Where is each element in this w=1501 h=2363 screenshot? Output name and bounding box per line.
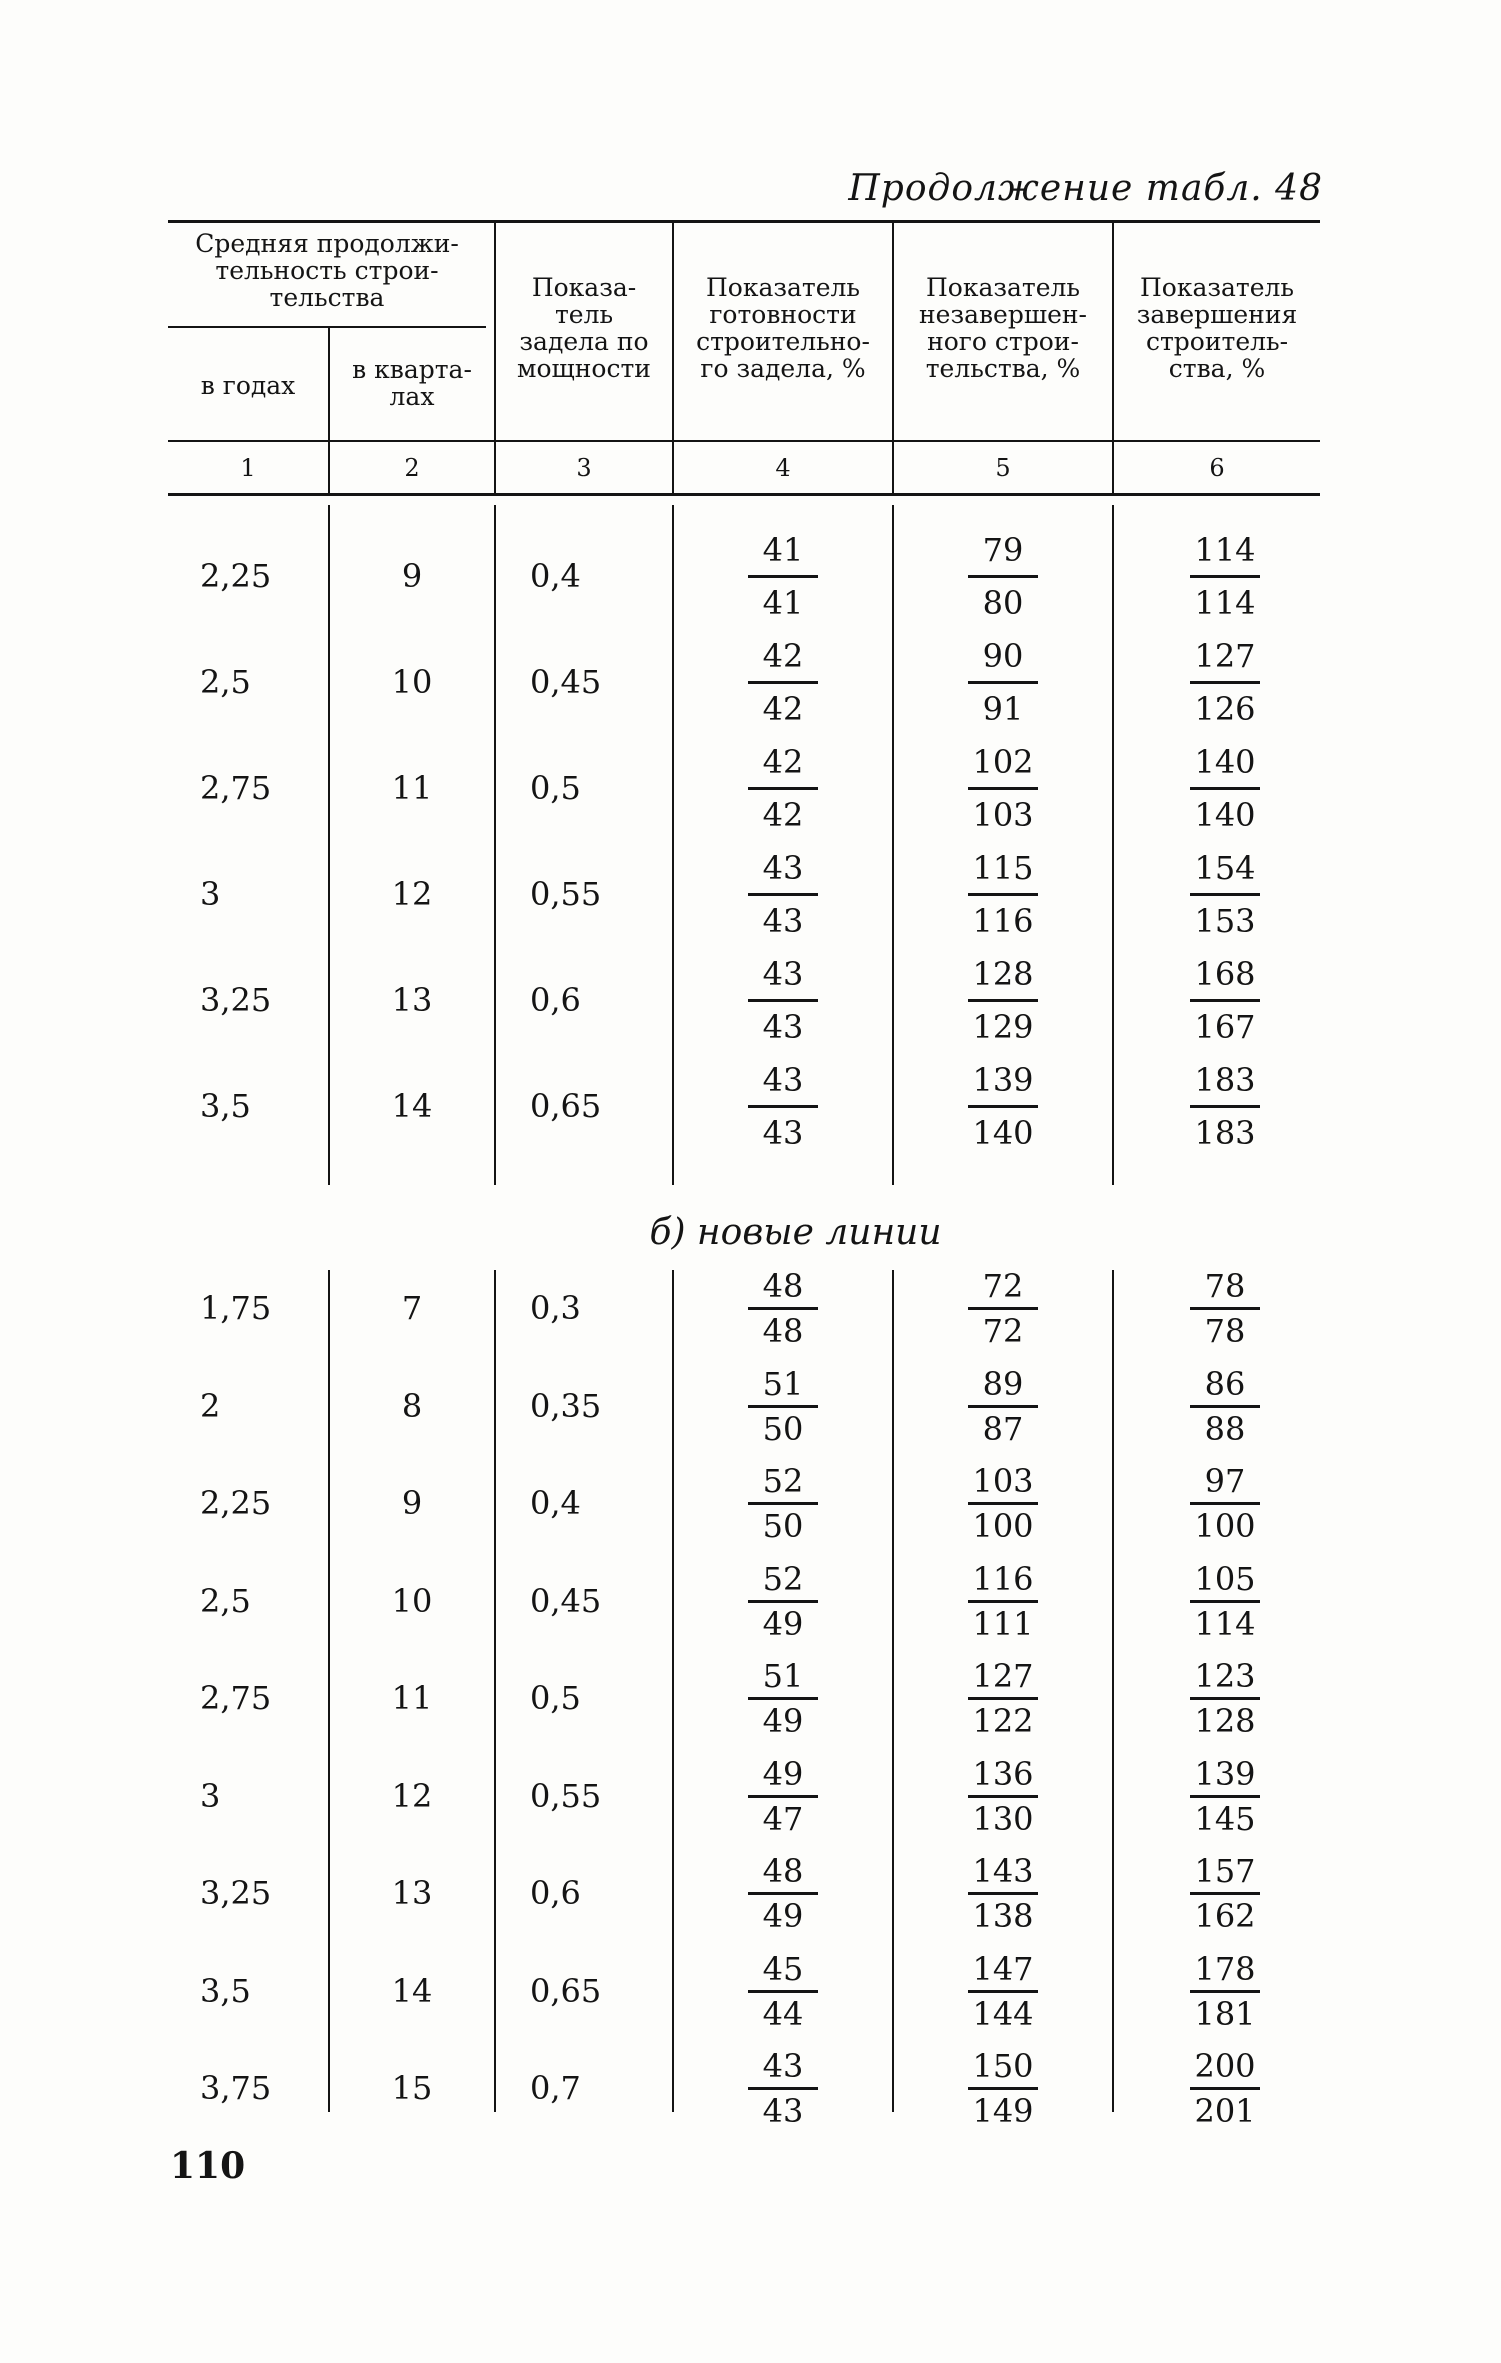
denominator: 201 <box>1194 2092 1256 2130</box>
fraction-bar <box>968 1502 1038 1505</box>
fraction-nezav <box>958 2048 1048 2129</box>
fraction-zaversh <box>1180 1658 1270 1739</box>
fraction-bar <box>1190 787 1260 790</box>
denominator: 114 <box>1194 1604 1256 1643</box>
denominator: 145 <box>1194 1799 1256 1838</box>
fraction-bar <box>968 1405 1038 1408</box>
cell-years: 3,25 <box>200 1874 272 1912</box>
column-number: 4 <box>775 454 791 482</box>
numerator: 90 <box>982 637 1024 675</box>
fraction-gotov <box>738 1268 828 1349</box>
fraction-bar <box>748 787 818 790</box>
fraction-bar <box>748 1307 818 1310</box>
body-divider <box>494 1270 496 2112</box>
cell-quarters: 9 <box>401 1484 423 1522</box>
fraction-bar <box>968 999 1038 1002</box>
fraction-zaversh <box>1180 1561 1270 1642</box>
fraction-gotov <box>738 1756 828 1837</box>
fraction-zaversh <box>1180 2048 1270 2129</box>
cell-years: 2,5 <box>200 1581 251 1620</box>
cell-years: 2 <box>200 1386 221 1425</box>
numerator: 143 <box>972 1852 1034 1890</box>
cell-zadel: 0,3 <box>530 1289 581 1327</box>
fraction-bar <box>968 787 1038 790</box>
fraction-zaversh <box>1180 532 1270 621</box>
cell-zadel: 0,35 <box>530 1386 602 1425</box>
fraction-bar <box>748 893 818 896</box>
numerator: 48 <box>762 1267 804 1305</box>
fraction-nezav <box>958 1853 1048 1934</box>
cell-years: 3 <box>200 1776 221 1815</box>
fraction-bar <box>968 1795 1038 1798</box>
numerator: 79 <box>982 531 1024 569</box>
numerator: 123 <box>1194 1657 1256 1695</box>
numerator: 78 <box>1204 1267 1246 1305</box>
header-quarters: в кварта- лах <box>352 355 472 411</box>
fraction-nezav <box>958 744 1048 833</box>
fraction-gotov <box>738 1951 828 2032</box>
cell-zadel: 0,45 <box>530 663 602 701</box>
numerator: 48 <box>762 1852 804 1890</box>
header-years: в годах <box>200 371 296 400</box>
fraction-bar <box>748 575 818 578</box>
numerator: 127 <box>972 1657 1034 1695</box>
denominator: 126 <box>1194 690 1256 728</box>
fraction-gotov <box>738 532 828 621</box>
cell-quarters: 14 <box>391 1971 433 2010</box>
fraction-bar <box>748 1697 818 1700</box>
fraction-zaversh <box>1180 850 1270 939</box>
cell-quarters: 14 <box>391 1087 433 1125</box>
fraction-bar <box>1190 1502 1260 1505</box>
cell-quarters: 13 <box>391 1874 433 1912</box>
cell-quarters: 8 <box>401 1386 423 1425</box>
cell-quarters: 7 <box>401 1289 423 1327</box>
numerator: 103 <box>972 1462 1034 1500</box>
cell-quarters: 15 <box>391 2069 433 2107</box>
numerator: 200 <box>1194 2047 1256 2085</box>
column-number: 5 <box>995 454 1011 482</box>
fraction-nezav <box>958 1268 1048 1349</box>
numerator: 157 <box>1194 1852 1256 1890</box>
fraction-bar <box>748 1795 818 1798</box>
denominator: 80 <box>982 584 1024 622</box>
denominator: 114 <box>1194 584 1256 622</box>
fraction-zaversh <box>1180 1463 1270 1544</box>
denominator: 128 <box>1194 1702 1256 1740</box>
denominator: 153 <box>1194 902 1256 940</box>
fraction-gotov <box>738 744 828 833</box>
page-number: 110 <box>170 2145 246 2187</box>
denominator: 49 <box>762 1897 804 1935</box>
numerator: 102 <box>972 743 1034 781</box>
fraction-gotov <box>738 2048 828 2129</box>
body-divider <box>1112 505 1114 1185</box>
fraction-bar <box>1190 575 1260 578</box>
numerator: 89 <box>982 1364 1024 1403</box>
fraction-zaversh <box>1180 956 1270 1045</box>
denominator: 72 <box>982 1312 1024 1350</box>
fraction-bar <box>748 1105 818 1108</box>
cell-zadel: 0,6 <box>530 981 581 1019</box>
fraction-nezav <box>958 1463 1048 1544</box>
cell-quarters: 9 <box>401 557 423 595</box>
denominator: 140 <box>972 1114 1034 1152</box>
cell-zadel: 0,4 <box>530 1484 581 1522</box>
fraction-bar <box>748 1405 818 1408</box>
header-zadel: Показа- тель задела по мощности <box>517 273 651 383</box>
fraction-bar <box>748 681 818 684</box>
fraction-gotov <box>738 1463 828 1544</box>
body-divider <box>1112 1270 1114 2112</box>
numerator: 114 <box>1194 531 1256 569</box>
cell-years: 3,25 <box>200 981 272 1019</box>
header-zavershenie: Показатель завершения строитель- ства, % <box>1136 273 1298 383</box>
numerator: 42 <box>762 637 804 675</box>
fraction-nezav <box>958 638 1048 727</box>
fraction-zaversh <box>1180 744 1270 833</box>
header-duration-group: Средняя продолжи- тельность строи- тельства <box>195 229 459 312</box>
column-number: 3 <box>576 454 592 482</box>
fraction-gotov <box>738 1062 828 1151</box>
fraction-nezav <box>958 850 1048 939</box>
denominator: 78 <box>1204 1312 1246 1350</box>
numerator: 147 <box>972 1949 1034 1988</box>
fraction-bar <box>1190 1892 1260 1895</box>
fraction-bar <box>1190 1307 1260 1310</box>
cell-years: 3,75 <box>200 2069 272 2107</box>
header-gotovnost: Показатель готовности строительно- го задела, % <box>696 273 870 383</box>
cell-years: 3 <box>200 875 221 913</box>
fraction-bar <box>968 575 1038 578</box>
fraction-bar <box>968 1600 1038 1603</box>
fraction-bar <box>1190 2087 1260 2090</box>
cell-years: 1,75 <box>200 1289 272 1327</box>
header-bottom-rule <box>168 440 1320 442</box>
table-caption: Продолжение табл. 48 <box>848 168 1323 209</box>
header-group-rule <box>168 326 486 328</box>
numerator: 51 <box>762 1657 804 1695</box>
fraction-bar <box>968 1307 1038 1310</box>
numerator: 43 <box>762 2047 804 2085</box>
fraction-bar <box>748 1600 818 1603</box>
fraction-bar <box>1190 1405 1260 1408</box>
fraction-gotov <box>738 1658 828 1739</box>
numerator: 154 <box>1194 849 1256 887</box>
cell-quarters: 11 <box>391 1679 433 1717</box>
cell-quarters: 10 <box>391 1581 433 1620</box>
section-b-title: б) новые линии <box>649 1212 942 1253</box>
denominator: 88 <box>1204 1409 1246 1448</box>
fraction-nezav <box>958 1951 1048 2032</box>
denominator: 49 <box>762 1604 804 1643</box>
body-divider <box>328 505 330 1185</box>
fraction-bar <box>968 1892 1038 1895</box>
fraction-bar <box>968 1697 1038 1700</box>
denominator: 47 <box>762 1799 804 1838</box>
numerator: 86 <box>1204 1364 1246 1403</box>
column-number: 2 <box>404 454 420 482</box>
body-divider <box>672 505 674 1185</box>
fraction-bar <box>1190 1795 1260 1798</box>
cell-years: 2,75 <box>200 1679 272 1717</box>
cell-zadel: 0,45 <box>530 1581 602 1620</box>
numerator: 139 <box>1194 1754 1256 1793</box>
numerator: 139 <box>972 1061 1034 1099</box>
cell-quarters: 11 <box>391 769 433 807</box>
cell-quarters: 12 <box>391 875 433 913</box>
cell-zadel: 0,7 <box>530 2069 581 2107</box>
denominator: 42 <box>762 796 804 834</box>
fraction-gotov <box>738 850 828 939</box>
header-nezavershennoe: Показатель незавершен- ного строи- тельства, % <box>918 273 1088 383</box>
numerator: 43 <box>762 955 804 993</box>
numerator: 52 <box>762 1462 804 1500</box>
denominator: 140 <box>1194 796 1256 834</box>
numerator: 150 <box>972 2047 1034 2085</box>
fraction-bar <box>968 1990 1038 1993</box>
fraction-zaversh <box>1180 1756 1270 1837</box>
cell-years: 2,25 <box>200 557 272 595</box>
cell-zadel: 0,4 <box>530 557 581 595</box>
cell-years: 2,5 <box>200 663 251 701</box>
fraction-nezav <box>958 1561 1048 1642</box>
body-divider <box>672 1270 674 2112</box>
fraction-bar <box>1190 681 1260 684</box>
cell-years: 2,75 <box>200 769 272 807</box>
fraction-bar <box>1190 893 1260 896</box>
numerator: 127 <box>1194 637 1256 675</box>
denominator: 162 <box>1194 1897 1256 1935</box>
numerator: 45 <box>762 1949 804 1988</box>
numerator: 140 <box>1194 743 1256 781</box>
fraction-bar <box>748 2087 818 2090</box>
denominator: 129 <box>972 1008 1034 1046</box>
fraction-nezav <box>958 1658 1048 1739</box>
denominator: 48 <box>762 1312 804 1350</box>
numerator: 51 <box>762 1364 804 1403</box>
denominator: 183 <box>1194 1114 1256 1152</box>
fraction-nezav <box>958 1062 1048 1151</box>
fraction-bar <box>1190 1697 1260 1700</box>
fraction-bar <box>968 2087 1038 2090</box>
fraction-nezav <box>958 1366 1048 1447</box>
numerator: 43 <box>762 849 804 887</box>
denominator: 43 <box>762 2092 804 2130</box>
column-number: 1 <box>240 454 256 482</box>
fraction-bar <box>748 1990 818 1993</box>
fraction-nezav <box>958 956 1048 1045</box>
fraction-gotov <box>738 1366 828 1447</box>
fraction-bar <box>968 681 1038 684</box>
numerator: 116 <box>972 1559 1034 1598</box>
fraction-bar <box>1190 1990 1260 1993</box>
denominator: 100 <box>972 1507 1034 1545</box>
numerator: 115 <box>972 849 1034 887</box>
cell-zadel: 0,5 <box>530 769 581 807</box>
column-numbers-rule <box>168 493 1320 496</box>
numerator: 52 <box>762 1559 804 1598</box>
fraction-bar <box>968 1105 1038 1108</box>
denominator: 49 <box>762 1702 804 1740</box>
column-number: 6 <box>1209 454 1225 482</box>
denominator: 116 <box>972 902 1034 940</box>
denominator: 91 <box>982 690 1024 728</box>
denominator: 43 <box>762 1008 804 1046</box>
fraction-gotov <box>738 956 828 1045</box>
cell-zadel: 0,65 <box>530 1087 602 1125</box>
numerator: 42 <box>762 743 804 781</box>
cell-zadel: 0,5 <box>530 1679 581 1717</box>
cell-quarters: 10 <box>391 663 433 701</box>
numerator: 178 <box>1194 1949 1256 1988</box>
denominator: 130 <box>972 1799 1034 1838</box>
fraction-gotov <box>738 1561 828 1642</box>
fraction-bar <box>968 893 1038 896</box>
fraction-zaversh <box>1180 1366 1270 1447</box>
fraction-nezav <box>958 532 1048 621</box>
denominator: 138 <box>972 1897 1034 1935</box>
fraction-bar <box>1190 1105 1260 1108</box>
fraction-bar <box>748 1502 818 1505</box>
denominator: 122 <box>972 1702 1034 1740</box>
fraction-gotov <box>738 1853 828 1934</box>
numerator: 136 <box>972 1754 1034 1793</box>
denominator: 103 <box>972 796 1034 834</box>
fraction-bar <box>748 999 818 1002</box>
fraction-zaversh <box>1180 638 1270 727</box>
denominator: 87 <box>982 1409 1024 1448</box>
numerator: 49 <box>762 1754 804 1793</box>
cell-years: 3,5 <box>200 1971 251 2010</box>
fraction-bar <box>748 1892 818 1895</box>
fraction-zaversh <box>1180 1853 1270 1934</box>
table-top-rule <box>168 220 1320 223</box>
denominator: 42 <box>762 690 804 728</box>
denominator: 149 <box>972 2092 1034 2130</box>
numerator: 97 <box>1204 1462 1246 1500</box>
body-divider <box>892 1270 894 2112</box>
denominator: 144 <box>972 1994 1034 2033</box>
denominator: 111 <box>972 1604 1034 1643</box>
numerator: 43 <box>762 1061 804 1099</box>
cell-zadel: 0,65 <box>530 1971 602 2010</box>
fraction-zaversh <box>1180 1062 1270 1151</box>
numerator: 183 <box>1194 1061 1256 1099</box>
fraction-zaversh <box>1180 1268 1270 1349</box>
cell-zadel: 0,55 <box>530 1776 602 1815</box>
fraction-bar <box>1190 1600 1260 1603</box>
fraction-bar <box>1190 999 1260 1002</box>
cell-years: 3,5 <box>200 1087 251 1125</box>
denominator: 41 <box>762 584 804 622</box>
fraction-nezav <box>958 1756 1048 1837</box>
denominator: 50 <box>762 1507 804 1545</box>
denominator: 100 <box>1194 1507 1256 1545</box>
body-divider <box>892 505 894 1185</box>
fraction-zaversh <box>1180 1951 1270 2032</box>
denominator: 43 <box>762 1114 804 1152</box>
cell-quarters: 12 <box>391 1776 433 1815</box>
body-divider <box>494 505 496 1185</box>
cell-zadel: 0,6 <box>530 1874 581 1912</box>
denominator: 50 <box>762 1409 804 1448</box>
denominator: 43 <box>762 902 804 940</box>
numerator: 168 <box>1194 955 1256 993</box>
numerator: 105 <box>1194 1559 1256 1598</box>
denominator: 181 <box>1194 1994 1256 2033</box>
numerator: 128 <box>972 955 1034 993</box>
numerator: 41 <box>762 531 804 569</box>
cell-zadel: 0,55 <box>530 875 602 913</box>
cell-quarters: 13 <box>391 981 433 1019</box>
cell-years: 2,25 <box>200 1484 272 1522</box>
denominator: 44 <box>762 1994 804 2033</box>
fraction-gotov <box>738 638 828 727</box>
denominator: 167 <box>1194 1008 1256 1046</box>
numerator: 72 <box>982 1267 1024 1305</box>
